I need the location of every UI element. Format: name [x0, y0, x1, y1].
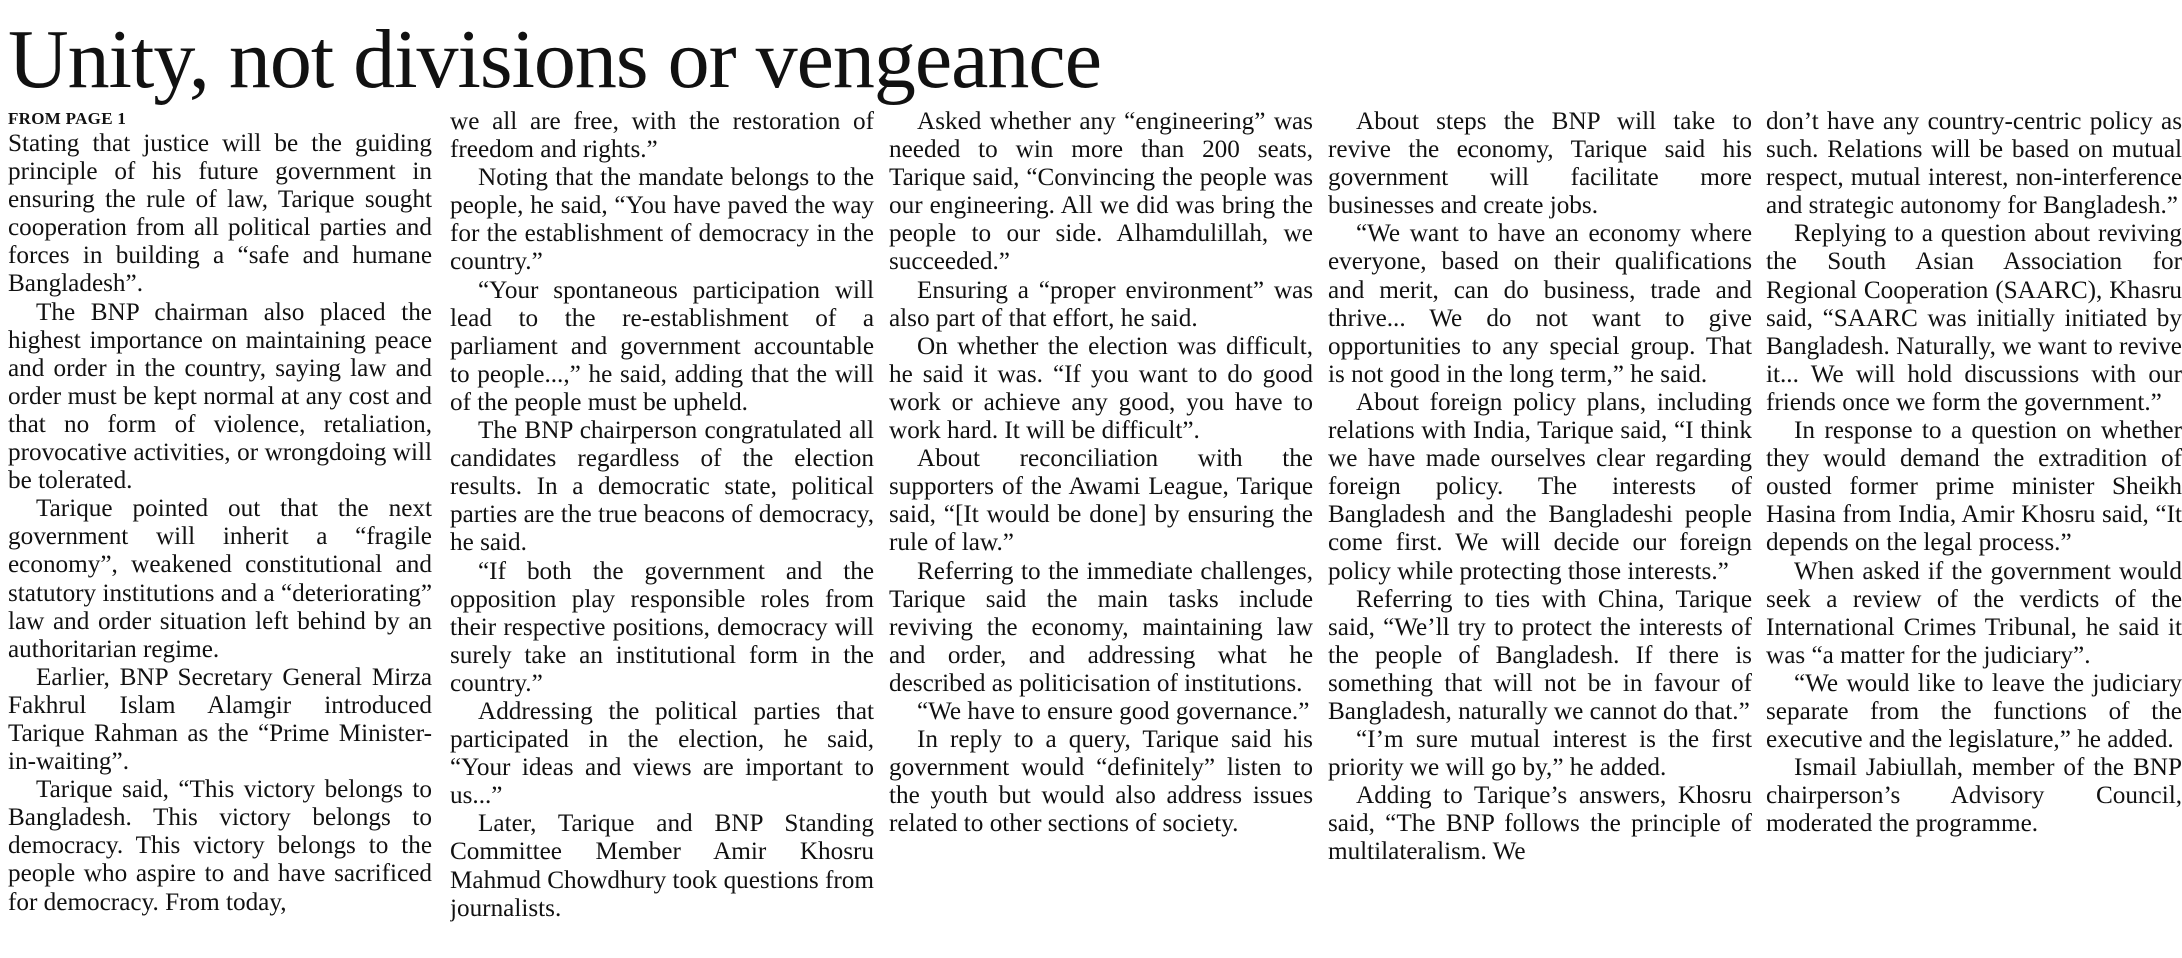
- paragraph: “Your spontaneous participation will lead to the re-establishment of a parliament and government accountable to people...,” he said, adding that the will of the people must be upheld.: [450, 276, 874, 416]
- paragraph: Referring to the immediate challenges, Tarique said the main tasks include reviving the economy, maintaining law and order, and addressing what he described as politicisation of institutions.: [889, 557, 1313, 697]
- paragraph: Tarique pointed out that the next government will inherit a “fragile economy”, weakened constitutional and statutory institutions and a “deteriorating” law and order situation left behind by an authoritarian regime.: [8, 495, 432, 663]
- paragraph: Stating that justice will be the guiding principle of his future government in ensuring the rule of law, Tarique sought cooperation from all political parties and forces in building a “safe and humane Bangladesh”.: [8, 130, 432, 298]
- column-2: [450, 108, 874, 953]
- paragraph: The BNP chairperson congratulated all candidates regardless of the election results. In a democratic state, political parties are the true beacons of democracy, he said.: [450, 417, 874, 557]
- paragraph: Replying to a question about reviving the South Asian Association for Regional Cooperation (SAARC), Khasru said, “SAARC was initially initiated by Bangladesh. Naturally, we want to revive it... We will hold discussions with our friends once we form the government.”: [1766, 220, 2182, 416]
- dateline: FROM PAGE 1: [8, 109, 127, 128]
- paragraph: Ensuring a “proper environment” was also part of that effort, he said.: [889, 276, 1313, 332]
- paragraph: “We have to ensure good governance.”: [917, 697, 1310, 725]
- paragraph: About reconciliation with the supporters of the Awami League, Tarique said, “[It would be done] by ensuring the rule of law.”: [889, 445, 1313, 557]
- paragraph: Addressing the political parties that participated in the election, he said, “Your ideas and views are important to us...”: [450, 697, 874, 810]
- column-4: [1328, 108, 1752, 953]
- paragraph: About foreign policy plans, including relations with India, Tarique said, “I think we have made ourselves clear regarding foreign policy. The interests of Bangladesh and the Bangladeshi people come first. We will decide our foreign policy while protecting those interests.”: [1328, 388, 1752, 585]
- paragraph: Ismail Jabiullah, member of the BNP chairperson’s Advisory Council, moderated the programme.: [1766, 754, 2182, 838]
- column-3: [889, 108, 1313, 953]
- paragraph: Earlier, BNP Secretary General Mirza Fakhrul Islam Alamgir introduced Tarique Rahman as the “Prime Minister-in-waiting”.: [8, 663, 432, 776]
- paragraph: “We want to have an economy where everyone, based on their qualifications and merit, can do business, trade and thrive... We do not want to give opportunities to any special group. That is not good in the long term,” he said.: [1328, 220, 1752, 388]
- paragraph: On whether the election was difficult, he said it was. “If you want to do good work or achieve any good, you have to work hard. It will be difficult”.: [889, 332, 1313, 445]
- paragraph: Adding to Tarique’s answers, Khosru said, “The BNP follows the principle of multilateralism. We: [1328, 782, 1752, 866]
- paragraph: In reply to a query, Tarique said his government would “definitely” listen to the youth but would also address issues related to other sections of society.: [889, 726, 1313, 838]
- paragraph: Later, Tarique and BNP Standing Committee Member Amir Khosru Mahmud Chowdhury took questions from journalists.: [450, 810, 874, 922]
- paragraph: “If both the government and the opposition play responsible roles from their respective positions, democracy will surely take an institutional form in the country.”: [450, 557, 874, 697]
- paragraph: don’t have any country-centric policy as such. Relations will be based on mutual respect, mutual interest, non-interference and strategic autonomy for Bangladesh.”: [1766, 108, 2182, 220]
- paragraph: Referring to ties with China, Tarique said, “We’ll try to protect the interests of the people of Bangladesh. If there is something that will not be in favour of Bangladesh, naturally we cannot do that.”: [1328, 585, 1752, 725]
- column-5: [1766, 108, 2182, 953]
- paragraph: When asked if the government would seek a review of the verdicts of the International Crimes Tribunal, he said it was “a matter for the judiciary”.: [1766, 557, 2182, 669]
- paragraph: The BNP chairman also placed the highest importance on maintaining peace and order in the country, saying law and order must be kept normal at any cost and that no form of violence, retaliation, provocative activities, or wrongdoing will be tolerated.: [8, 298, 432, 495]
- paragraph: Tarique said, “This victory belongs to Bangladesh. This victory belongs to democracy. This victory belongs to the people who aspire to and have sacrificed for democracy. From today,: [8, 776, 432, 916]
- paragraph: “I’m sure mutual interest is the first priority we will go by,” he added.: [1328, 726, 1752, 782]
- headline: Unity, not divisions or vengeance: [8, 13, 1102, 106]
- column-1: [8, 108, 432, 953]
- paragraph: “We would like to leave the judiciary separate from the functions of the executive and the legislature,” he added.: [1766, 669, 2182, 754]
- paragraph: Asked whether any “engineering” was needed to win more than 200 seats, Tarique said, “Convincing the people was our engineering. All we did was bring the people to our side. Alhamdulillah, we succeeded.”: [889, 108, 1313, 276]
- paragraph: Noting that the mandate belongs to the people, he said, “You have paved the way for the establishment of democracy in the country.”: [450, 164, 874, 276]
- paragraph: In response to a question on whether they would demand the extradition of ousted former prime minister Sheikh Hasina from India, Amir Khosru said, “It depends on the legal process.”: [1766, 417, 2182, 557]
- paragraph: we all are free, with the restoration of freedom and rights.”: [450, 108, 874, 164]
- paragraph: About steps the BNP will take to revive the economy, Tarique said his government will facilitate more businesses and create jobs.: [1328, 108, 1752, 220]
